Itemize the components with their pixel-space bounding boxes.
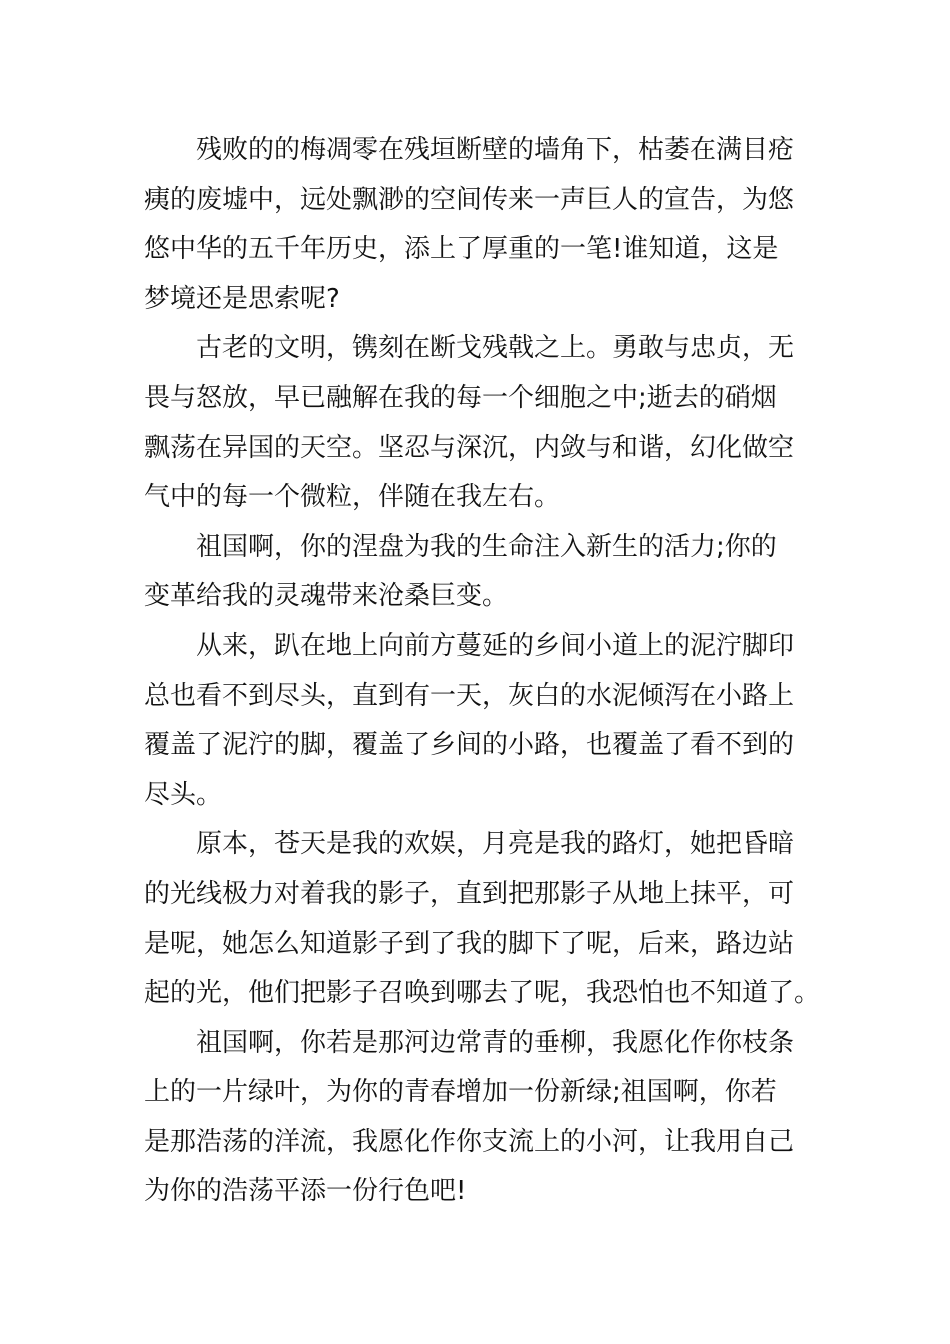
- paragraph-line: 古老的文明，镌刻在断戈残戟之上。勇敢与忠贞，无: [196, 333, 795, 364]
- paragraph-line: 梦境还是思索呢?: [144, 283, 340, 314]
- paragraph: [144, 820, 821, 1018]
- paragraph: [144, 324, 794, 522]
- paragraph-line: 从来，趴在地上向前方蔓延的乡间小道上的泥泞脚印: [196, 630, 795, 661]
- paragraph-line: 飘荡在异国的天空。坚忍与深沉，内敛与和谐，幻化做空: [144, 432, 795, 463]
- paragraph-line: 上的一片绿叶，为你的青春增加一份新绿;祖国啊，你若: [144, 1077, 777, 1108]
- paragraph: [144, 622, 794, 820]
- paragraph-line: 的光线极力对着我的影子，直到把那影子从地上抹平，可: [144, 878, 795, 909]
- paragraph: [144, 126, 794, 324]
- paragraph-line: 尽头。: [144, 779, 223, 810]
- paragraph-line: 畏与怒放，早已融解在我的每一个细胞之中;逝去的硝烟: [144, 382, 777, 413]
- paragraph-line: 起的光，他们把影子召唤到哪去了呢，我恐怕也不知道了。: [144, 978, 821, 1009]
- paragraph-line: 残败的的梅凋零在残垣断壁的墙角下，枯萎在满目疮: [196, 135, 795, 165]
- paragraph-line: 祖国啊，你的涅盘为我的生命注入新生的活力;你的: [196, 531, 777, 562]
- paragraph: [144, 523, 794, 622]
- paragraph-line: 痍的废墟中，远处飘渺的空间传来一声巨人的宣告，为悠: [144, 184, 795, 215]
- paragraph-line: 气中的每一个微粒，伴随在我左右。: [144, 482, 561, 513]
- paragraph-line: 悠中华的五千年历史，添上了厚重的一笔!谁知道，这是: [144, 234, 779, 265]
- paragraph-line: 是呢，她怎么知道影子到了我的脚下了呢，后来，路边站: [144, 928, 795, 959]
- paragraph-line: 总也看不到尽头，直到有一天，灰白的水泥倾泻在小路上: [144, 680, 795, 711]
- paragraph-line: 原本，苍天是我的欢娱，月亮是我的路灯，她把昏暗: [196, 829, 795, 860]
- paragraph-line: 祖国啊，你若是那河边常青的垂柳，我愿化作你枝条: [196, 1027, 795, 1058]
- paragraph-line: 覆盖了泥泞的脚，覆盖了乡间的小路，也覆盖了看不到的: [144, 730, 795, 761]
- document-body: [144, 126, 821, 1217]
- paragraph: [144, 1019, 794, 1217]
- paragraph-line: 为你的浩荡平添一份行色吧!: [144, 1176, 467, 1207]
- paragraph-line: 变革给我的灵魂带来沧桑巨变。: [144, 581, 509, 612]
- paragraph-line: 是那浩荡的洋流，我愿化作你支流上的小河，让我用自己: [144, 1126, 795, 1157]
